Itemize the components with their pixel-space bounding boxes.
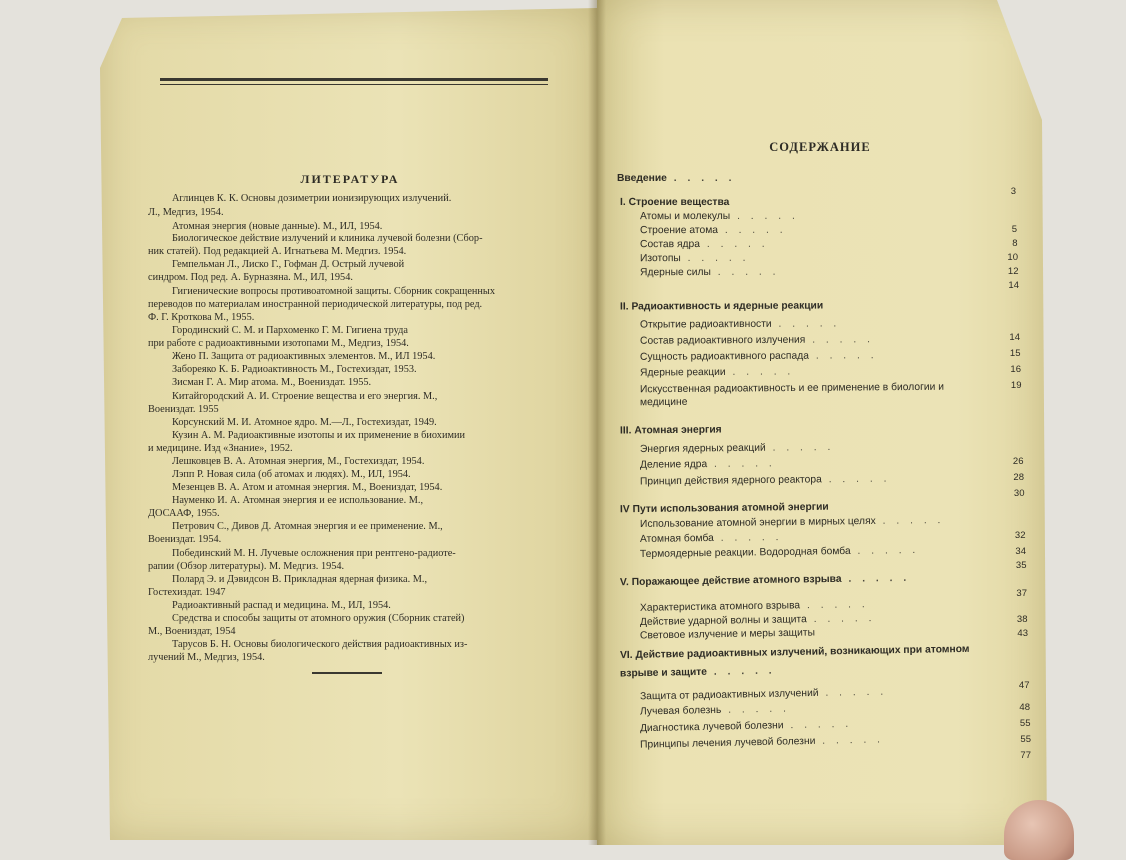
toc-label: Диагностика лучевой болезни: [639, 720, 784, 735]
toc-label: Открытие радиоактивности: [639, 318, 772, 331]
bib-line: Тарусов Б. Н. Основы биологического действия радиоактивных из-: [172, 639, 468, 650]
toc-leader-dots: . . . . .: [730, 210, 799, 222]
toc-leader-dots: . . . . .: [707, 458, 776, 471]
toc-leader-dots: . . . . .: [821, 473, 891, 486]
toc-item: [640, 252, 749, 266]
toc-page-number: 5: [1011, 224, 1017, 235]
toc-section: [620, 424, 722, 439]
toc-section: [617, 172, 736, 186]
toc-label: Атомная бомба: [639, 532, 714, 545]
toc-item: [640, 210, 799, 224]
bib-line: Биологическое действие излучений и клиника лучевой болезни (Сбор-: [172, 233, 483, 244]
toc-page-number: 14: [1009, 332, 1020, 343]
toc-page-number: 35: [1015, 560, 1027, 571]
toc-leader-dots: . . . . .: [771, 318, 841, 330]
toc-item: [640, 317, 840, 332]
toc-item: [640, 441, 834, 457]
bib-line: Гигиенические вопросы противоатомной защиты. Сборник сокращенных: [172, 286, 495, 297]
toc-section: [620, 501, 829, 518]
bib-line: Науменко И. А. Атомная энергия и ее использование. М.,: [172, 495, 424, 506]
toc-leader-dots: . . . . .: [680, 252, 750, 265]
toc-label: Принцип действия ядерного реактора: [639, 474, 822, 488]
toc-page-number: 37: [1016, 588, 1027, 599]
toc-label: Действие ударной волны и защита: [639, 614, 807, 628]
bib-line: Мезенцев В. А. Атом и атомная энергия. М., Воениздат, 1954.: [172, 482, 443, 493]
toc-page-number: 14: [1008, 280, 1019, 291]
bib-line: Атомная энергия (новые данные). М., ИЛ, 1954.: [172, 221, 383, 232]
toc-leader-dots: . . . . .: [815, 734, 885, 747]
toc-leader-dots: . . . . .: [721, 703, 791, 716]
toc-page-number: 8: [1012, 238, 1018, 249]
bib-line: Корсунский М. И. Атомное ядро. М.—Л., Гостехиздат, 1949.: [172, 417, 437, 428]
toc-label: Изотопы: [639, 253, 681, 265]
toc-page-number: 43: [1017, 628, 1028, 639]
toc-item: [640, 381, 944, 398]
bib-line: Лешковцев В. А. Атомная энергия, М., Гостехиздат, 1954.: [172, 456, 425, 467]
toc-leader-dots: . . . . .: [818, 686, 888, 699]
toc-leader-dots: . . . . .: [850, 544, 920, 557]
toc-page-number: 34: [1015, 546, 1026, 557]
bib-line: Кузин А. М. Радиоактивные изотопы и их применение в биохимии: [172, 430, 466, 441]
bib-line: рапии (Обзор литературы). М. Медгиз. 1954.: [148, 561, 345, 572]
toc-leader-dots: . . . . .: [717, 224, 787, 236]
bib-line: переводов по материалам иностранной периодической литературы, под ред.: [148, 299, 483, 310]
bib-line: Гемпельман Л., Лиско Г., Гофман Д. Острый лучевой: [172, 259, 405, 270]
bib-line: Л., Медгиз, 1954.: [148, 207, 224, 218]
thumb: [1004, 800, 1074, 860]
toc-label: Термоядерные реакции. Водородная бомба: [639, 545, 851, 561]
toc-label: Деление ядра: [639, 459, 708, 471]
book-spine: [588, 0, 606, 845]
bib-line: ДОСААФ, 1955.: [148, 508, 220, 519]
toc-page-number: 47: [1018, 680, 1030, 691]
toc-page-number: 28: [1013, 472, 1024, 483]
bib-line: Китайгородский А. И. Строение вещества и его энергия. М.,: [172, 391, 438, 402]
toc-leader-dots: . . . . .: [713, 532, 783, 544]
bib-line: при работе с радиоактивными изотопами М., Медгиз, 1954.: [148, 338, 409, 349]
toc-label: VI. Действие радиоактивных излучений, возникающих при атомном: [619, 643, 970, 662]
toc-page-number: 12: [1007, 266, 1019, 277]
toc-label: Энергия ядерных реакций: [639, 442, 766, 456]
bib-line: Воениздат. 1955: [148, 404, 219, 415]
toc-leader-dots: . . . . .: [808, 350, 878, 362]
toc-page-number: 55: [1019, 718, 1031, 729]
bib-line: ник статей). Под редакцией А. Игнатьева М. Медгиз. 1954.: [148, 246, 407, 257]
toc-page-number: 32: [1014, 530, 1026, 541]
toc-page-number: 10: [1007, 252, 1018, 263]
toc-page-number: 55: [1020, 734, 1031, 745]
toc-section: [620, 196, 729, 210]
toc-label: Введение: [617, 173, 667, 184]
toc-label: Использование атомной энергии в мирных целях: [639, 515, 876, 531]
toc-item: [640, 224, 787, 238]
toc-label: Характеристика атомного взрыва: [639, 600, 801, 614]
toc-label: II. Радиоактивность и ядерные реакции: [619, 300, 824, 313]
bib-line: Петрович С., Дивов Д. Атомная энергия и ее применение. М.,: [172, 521, 443, 532]
toc-page-number: 30: [1013, 488, 1025, 499]
toc-leader-dots: . . . . .: [699, 238, 769, 251]
toc-page-number: 16: [1010, 364, 1021, 375]
toc-label: Строение атома: [639, 224, 719, 237]
toc-label: IV Пути использования атомной энергии: [619, 501, 829, 516]
toc-leader-dots: . . . . .: [706, 665, 776, 678]
bib-line: Гостехиздат. 1947: [148, 587, 226, 598]
bib-line: Побединский М. Н. Лучевые осложнения при рентгено-радиоте-: [172, 548, 456, 559]
toc-item: [640, 365, 794, 380]
bib-line: Зисман Г. А. Мир атома. М., Воениздат. 1955.: [172, 377, 372, 388]
end-rule: [312, 672, 382, 674]
toc-section: [620, 665, 776, 682]
bib-line: Радиоактивный распад и медицина. М., ИЛ, 1954.: [172, 600, 391, 611]
toc-leader-dots: . . . . .: [783, 718, 853, 732]
toc-page-number: 38: [1016, 614, 1028, 625]
toc-item: [640, 349, 878, 365]
toc-page-number: 48: [1019, 702, 1030, 713]
toc-page-number: 26: [1012, 456, 1024, 467]
toc-leader-dots: . . . . .: [710, 266, 780, 278]
bib-line: Лэпп Р. Новая сила (об атомах и людях). М., ИЛ, 1954.: [172, 469, 411, 480]
bib-line: Воениздат. 1954.: [148, 534, 222, 545]
toc-item: [640, 473, 891, 490]
toc-leader-dots: . . . . .: [666, 173, 736, 184]
toc-label: Принципы лечения лучевой болезни: [639, 735, 816, 751]
toc-item: [640, 238, 769, 252]
toc-section: [620, 300, 823, 315]
toc-leader-dots: . . . . .: [875, 514, 945, 527]
toc-leader-dots: . . . . .: [765, 441, 835, 454]
bib-line: синдром. Под ред. А. Бурназяна. М., ИЛ, 1954.: [148, 272, 353, 283]
bib-line: Средства и способы защиты от атомного оружия (Сборник статей): [172, 613, 465, 624]
toc-item: [640, 531, 783, 547]
toc-label: Атомы и молекулы: [639, 210, 731, 223]
toc-label: медицине: [639, 396, 688, 409]
header-rule-thick: [160, 78, 548, 81]
toc-label: Ядерные реакции: [639, 366, 726, 379]
toc-label: Ядерные силы: [639, 266, 711, 279]
toc-item: [640, 266, 780, 281]
toc-label: взрыве и защите: [619, 666, 708, 680]
toc-item: [640, 396, 688, 410]
bib-line: Жено П. Защита от радиоактивных элементов. М., ИЛ 1954.: [172, 351, 436, 362]
toc-leader-dots: . . . . .: [806, 613, 876, 626]
toc-page-number: 77: [1020, 750, 1031, 761]
toc-label: III. Атомная энергия: [619, 424, 722, 437]
toc-leader-dots: . . . . .: [805, 334, 874, 346]
toc-label: Защита от радиоактивных излучений: [639, 687, 819, 703]
bib-line: М., Воениздат, 1954: [148, 626, 236, 637]
header-rule-thin: [160, 84, 548, 85]
bib-line: и медицине. Изд «Знание», 1952.: [148, 443, 293, 454]
toc-label: I. Строение вещества: [619, 196, 730, 209]
toc-label: Состав ядра: [639, 239, 701, 251]
bib-line: лучений М., Медгиз, 1954.: [148, 652, 265, 663]
bib-line: Полард Э. и Дэвидсон В. Прикладная ядерная физика. М.,: [172, 574, 428, 585]
toc-label: Сущность радиоактивного распада: [639, 350, 810, 363]
bib-line: Забореяко К. Б. Радиоактивность М., Гостехиздат, 1953.: [172, 364, 417, 375]
toc-page-number: 19: [1010, 380, 1022, 391]
toc-leader-dots: . . . . .: [725, 366, 795, 378]
bib-line: Аглинцев К. К. Основы дозиметрии ионизирующих излучений.: [172, 193, 452, 204]
toc-page-number: 15: [1009, 348, 1021, 359]
toc-item: [640, 457, 776, 473]
toc-page-number: 3: [1010, 186, 1016, 197]
bib-line: Городинский С. М. и Пархоменко Г. М. Гигиена труда: [172, 325, 408, 336]
toc-label: Лучевая болезнь: [639, 704, 722, 718]
toc-leader-dots: . . . . .: [841, 572, 911, 585]
toc-label: Искусственная радиоактивность и ее применение в биологии и: [639, 381, 945, 396]
toc-label: Состав радиоактивного излучения: [639, 334, 806, 347]
bibliography-title: ЛИТЕРАТУРА: [300, 172, 400, 186]
toc-label: V. Поражающее действие атомного взрыва: [619, 573, 842, 589]
toc-item: [640, 333, 874, 348]
toc-title: СОДЕРЖАНИЕ: [769, 140, 871, 154]
toc-leader-dots: . . . . .: [800, 599, 869, 612]
bib-line: Ф. Г. Кроткова М., 1955.: [148, 312, 255, 323]
toc-label: Световое излучение и меры защиты: [639, 627, 816, 642]
